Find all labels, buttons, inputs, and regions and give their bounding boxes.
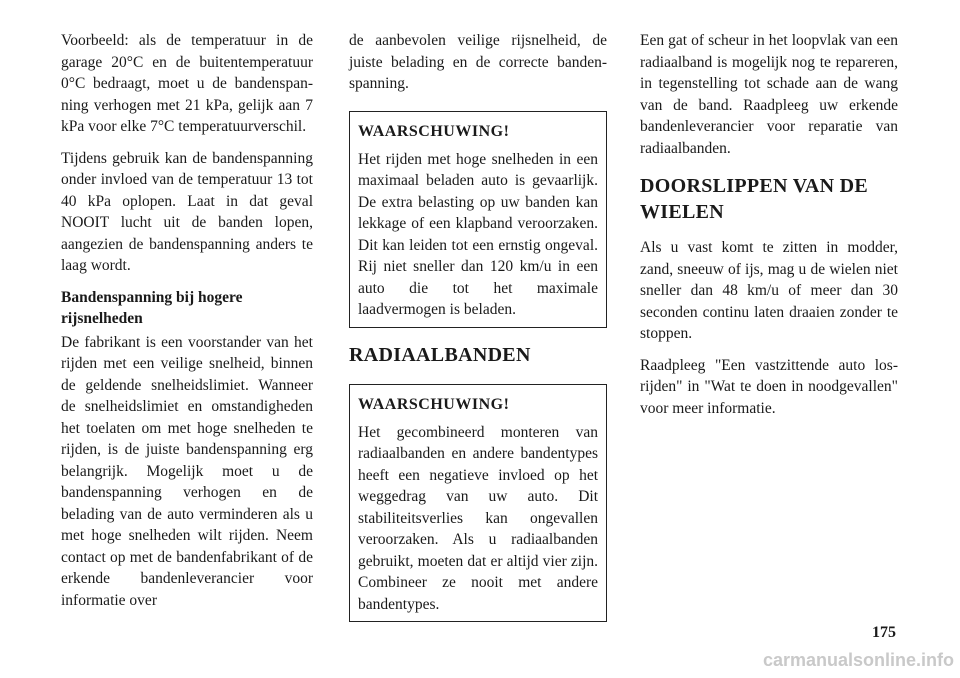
paragraph-pressure-rise: Tijdens gebruik kan de bandenspanning onder invloed van de temperatuur 13 tot 40 kPa oplopen. Laat in dat geval NOOIT lucht uit de banden lopen, aangezien de bandenspanning anders te laag wordt. [61, 149, 313, 274]
column-right [640, 30, 898, 429]
watermark: carmanualsonline.info [762, 650, 954, 670]
paragraph-temperature-example: Voorbeeld: als de temperatuur in de garage 20°C en de buitentemperatuur 0°C bedraagt, moet u de bandenspanning verhogen met 21 kPa, gelijk aan 7 kPa voor elke 7°C temperatuurverschil. [61, 32, 313, 135]
paragraph-safe-speed: De fabrikant is een voorstander van het rijden met een veilige snelheid, binnen de geldende snelheidslimiet. Wanneer de snelheidslimiet en omstandigheden het toelaten om met hoge snelheden te rijden, is de juiste bandenspanning erg belangrijk. Mogelijk moet u de bandenspanning verhogen en de belading van de auto verminderen als u met hoge snelheden wilt rijden. Neem contact op met de bandenfabrikant of de erkende bandenleverancier voor informatie over [61, 333, 313, 609]
paragraph-radial-repair: Een gat of scheur in het loopvlak van een radiaalband is mogelijk nog te repareren, in tegenstelling tot schade aan de wang van de band. Raadpleeg uw erkende bandenleverancier voor reparatie van radiaalbanden. [640, 32, 898, 157]
warning-box-radial-tires [349, 384, 607, 623]
section-heading-wheel-spin: DOORSLIPPEN VAN DE WIELEN [640, 175, 869, 223]
paragraph-wheel-spin: Als u vast komt te zitten in modder, zand, sneeuw of ijs, mag u de wielen niet sneller dan 48 km/u of meer dan 30 seconden continu laten draaien zonder te stoppen. [640, 239, 898, 342]
warning-text: Het rijden met hoge snelheden in een maximaal beladen auto is gevaarlijk. De extra belasting op uw banden kan lekkage of een klapband veroorzaken. Dit kan leiden tot een ernstig ongeval. Rij niet sneller dan 120 km/u in een auto die tot het maximale laadvermogen is beladen. [358, 150, 598, 318]
warning-box-high-speed [349, 111, 607, 328]
warning-title: WAARSCHUWING! [358, 395, 510, 413]
warning-text: Het gecombineerd monteren van radiaalbanden en andere bandentypes heeft een negatieve invloed op het weggedrag van uw auto. Dit stabiliteitsverlies kan ongevallen veroorzaken. Als u radiaalbanden gebruikt, moeten dat er altijd vier zijn. Combineer ze nooit met andere bandentypes. [358, 423, 598, 613]
paragraph-reference: Raadpleeg "Een vastzittende auto losrijden" in "Wat te doen in noodgevallen" voor meer informatie. [640, 356, 898, 417]
subheading-high-speed-pressure: Bandenspanning bij hogere rijsnelheden [61, 288, 243, 327]
column-left [61, 30, 313, 621]
section-heading-radial-tires: RADIAALBANDEN [349, 343, 531, 366]
page-number: 175 [872, 624, 896, 641]
paragraph-continued: de aanbevolen veilige rijsnelheid, de juiste belading en de correcte bandenspanning. [349, 32, 607, 92]
column-middle [349, 30, 607, 636]
warning-title: WAARSCHUWING! [358, 122, 510, 140]
